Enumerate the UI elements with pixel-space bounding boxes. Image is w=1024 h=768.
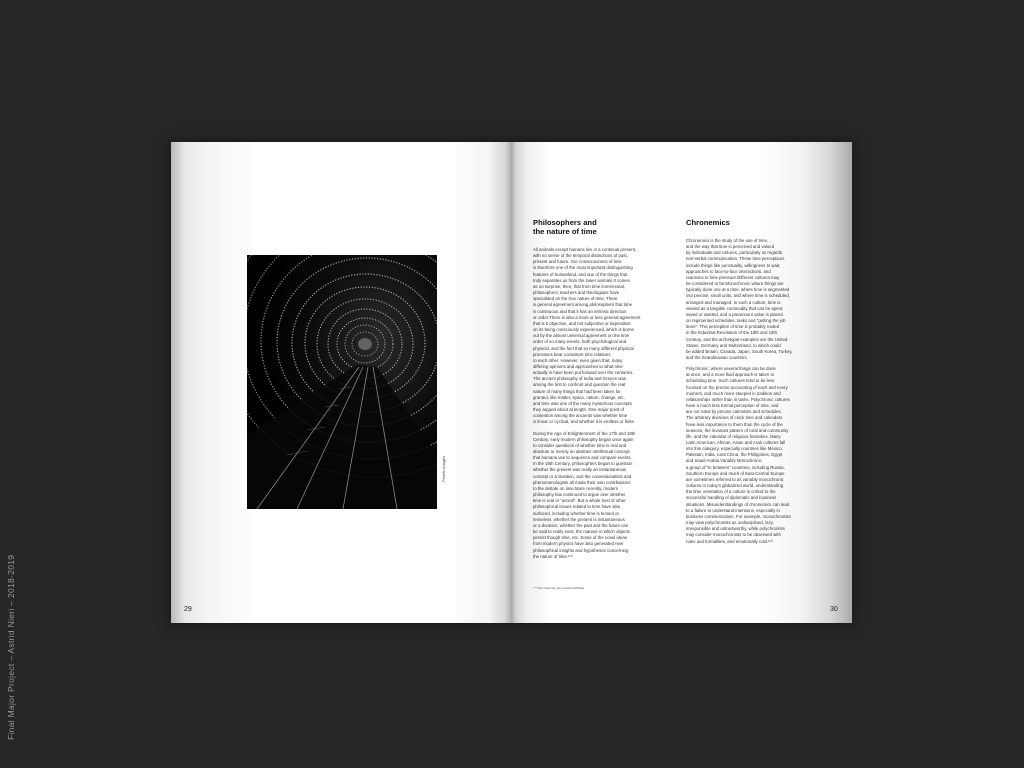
paragraph-chronemics-2: Polychronic, where several things can be done at once, and a more fluid approach is taken to scheduling time. Such cultures tend to be less focused on the precise accounting of each and every moment, and much more steeped in tradition and relationships rather than in tasks. Polychronic cultures have a much less formal perception of time, and are not ruled by precise calendars and schedules. The arbitrary divisions of clock time and calendars have less importance to them than the cycle of the seasons, the invariant pattern of rural and community life, and the calendar of religious festivities. Many Latin American, African, Asian and Arab cultures fall into this category, especially countries like Mexico, Pakistan, India, rural China, the Philippines, Egypt and Saudi Arabia.Variably Monochronic a group of “in between” countries, including Russia, Southern Europe and much of East-Central Europe are sometimes referred to as variably monochronic cultures.In today's globalized world, understanding the time orientation of a culture is critical to the successful handling of diplomatic and business situations. Misunderstandings of chronemics can lead to a failure to understand intentions, especially in business communication. For example, monochronists may view polychronists as undisciplined, lazy, irresponsible and untrustworthy, while polychronists may consider monochronists to be obsessed with rules and formalities, and emotionally cold.¹¹⁰ bbox=[686, 366, 791, 544]
column-philosophers bbox=[533, 218, 659, 565]
paragraph-philosophers-2: During the Age of Enlightenment of the 17th and 18th Century, early modern philosophy began once again to consider questions of whether time is real and absolute or merely an abstract intellectual concept that humans use to sequence and compare events. In the 19th Century, philosophers began to question whether the present was really an instantaneous concept or a duration, and the conventionalists and phenomenologists all made their own contributions to the debate on time.More recently, modern philosophy has continued to argue over whether time is real or “unreal”. But a whole host of other philosophical issues related to time have also surfaced, including whether time is tensed or tenseless, whether the present is instantaneous or a duration, whether the past and the future can be said to really exist, the manner in which objects persist though time, etc. Some of the novel ideas from modern physics have also generated new philosophical insights and hypotheses concerning the nature of time.¹⁰⁹ bbox=[533, 430, 636, 559]
heading-philosophers: Philosophers and the nature of time bbox=[533, 218, 597, 236]
paragraph-chronemics-1: Chronemics is the study of the use of time, and the way that time is perceived and valued by individuals and cultures, particularly as regards non-verbal communication. These time perceptions include things like punctuality, willingness to wait, approaches to face-to-face interactions, and reactions to time pressure.Different cultures may be considered to be:Monochronic where things are typically done one at a time, where time is segmented into precise, small units, and where time is scheduled, arranged and managed. In such a culture, time is viewed as a tangible commodity that can be spent, saved or wasted, and a paramount value is placed on regimented schedules, tasks and “getting the job done”. This perception of time is probably rooted in the Industrial Revolution of the 18th and 19th Century, and the archetypal examples are the United States, Germany and Switzerland, to which could be added Britain, Canada, Japan, South Korea, Turkey, and the Scandinavian countries. bbox=[686, 238, 793, 360]
photo-credit: Pexels Images bbox=[441, 455, 446, 482]
paragraph-philosophers-1: All animals except humans live in a continual present, with no sense of the temporal distinctions of past, present and future. Our consciousness of time is therefore one of the most important distinguishing features of humankind, and one of the things that truly separates us from the lower animals.It comes as no surprise, then, that from time immemorial, philosophers, teachers and theologians have speculated on the true nature of time. There is general agreement among philosophers that time is continuous and that it has an intrinsic direction or order.There is also a more or less general agreement that is it objective, and not subjective or dependent on its being consciously experienced, which is borne out by the almost universal agreement on the time order of so many events, both psychological and physical, and the fact that so many different physical processes bear consistent time relations to each other. However, even given that, many differing opinions and approaches to what time actually is have been put forward over the centuries. The ancient philosophy of India and Greece was among the first to confront and question the real nature of many things that had been taken for granted, like matter, space, nature, change, etc, and time was one of the many mysterious concepts they argued about at length. One major point of contention among the ancients was whether time is linear or cyclical, and whether it is endless or finite. bbox=[533, 247, 641, 425]
book-spread bbox=[171, 142, 852, 623]
tunnel-photo bbox=[247, 255, 437, 509]
side-caption: Final Major Project – Astrid Nieri – 2018-2019 bbox=[6, 554, 16, 740]
right-page bbox=[511, 142, 852, 623]
heading-chronemics: Chronemics bbox=[686, 218, 730, 227]
page-number-left: 29 bbox=[184, 606, 192, 613]
page-number-right: 30 bbox=[830, 606, 838, 613]
column-chronemics bbox=[686, 218, 812, 550]
left-page bbox=[171, 142, 511, 623]
footnote: ¹⁰⁹ http://www.iep.utm.edu/time/#SH1a bbox=[533, 586, 585, 590]
tunnel-image bbox=[247, 255, 437, 509]
